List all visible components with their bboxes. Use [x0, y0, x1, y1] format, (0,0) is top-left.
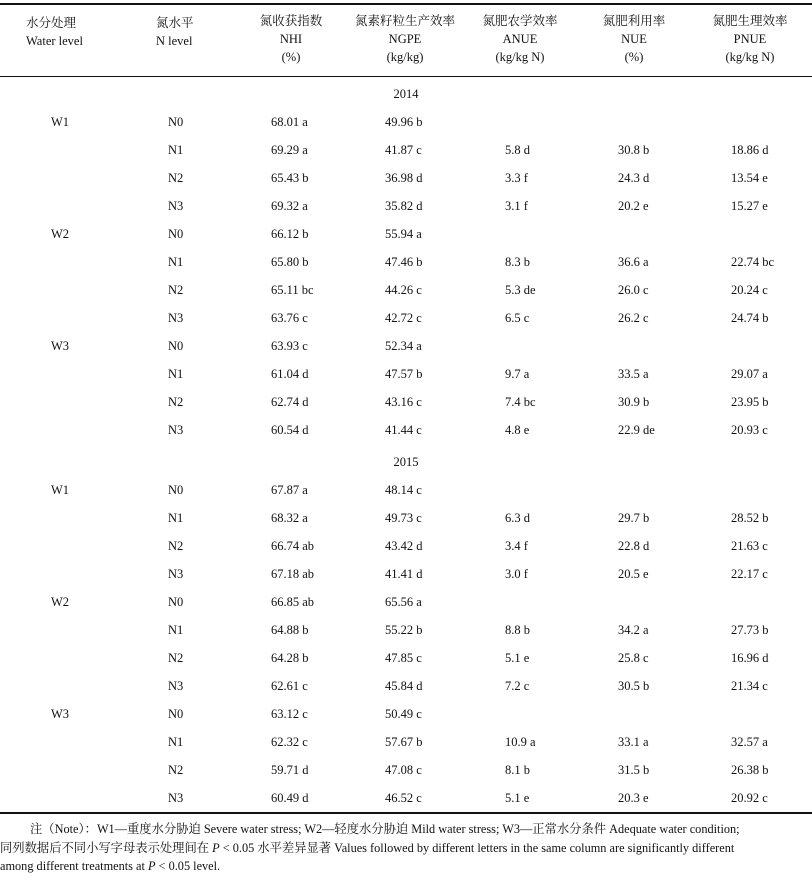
cell-ngpe: 35.82 d [385, 199, 423, 213]
header-nue-abbr: NUE [621, 32, 647, 46]
cell-nhi: 68.32 a [271, 511, 308, 525]
cell-nhi: 63.76 c [271, 311, 308, 325]
cell-nhi: 66.85 ab [271, 595, 315, 609]
table-bottom-rule [0, 812, 812, 814]
cell-pnue: 22.17 c [731, 567, 768, 581]
cell-n-level: N0 [168, 227, 184, 241]
header-pnue-cn: 氮肥生理效率 [712, 14, 788, 28]
cell-n-level: N1 [168, 143, 184, 157]
cell-n-level: N2 [168, 283, 184, 297]
cell-pnue: 28.52 b [731, 511, 769, 525]
cell-water-level: W1 [51, 483, 70, 497]
cell-n-level: N1 [168, 255, 184, 269]
header-anue-unit: (kg/kg N) [495, 50, 545, 64]
cell-n-level: N1 [168, 623, 184, 637]
cell-pnue: 21.34 c [731, 679, 768, 693]
header-nhi-abbr: NHI [279, 32, 303, 46]
header-ngpe-unit: (kg/kg) [386, 50, 424, 64]
cell-nhi: 66.74 ab [271, 539, 315, 553]
header-pnue [712, 12, 787, 66]
cell-nue: 34.2 a [618, 623, 649, 637]
cell-anue: 6.3 d [505, 511, 530, 525]
cell-pnue: 32.57 a [731, 735, 768, 749]
cell-ngpe: 47.46 b [385, 255, 423, 269]
header-water-cn: 水分处理 [26, 16, 77, 30]
year-label-2015: 2015 [393, 455, 419, 469]
cell-pnue: 23.95 b [731, 395, 769, 409]
cell-nue: 20.5 e [618, 567, 649, 581]
header-water-level [26, 14, 83, 50]
cell-nhi: 65.11 bc [271, 283, 314, 297]
cell-ngpe: 49.96 b [385, 115, 423, 129]
cell-ngpe: 43.16 c [385, 395, 422, 409]
note-p-symbol-1: P [212, 840, 220, 855]
cell-n-level: N1 [168, 735, 184, 749]
cell-ngpe: 47.85 c [385, 651, 422, 665]
cell-pnue: 21.63 c [731, 539, 768, 553]
cell-anue: 6.5 c [505, 311, 530, 325]
header-pnue-abbr: PNUE [733, 32, 767, 46]
cell-anue: 5.1 e [505, 651, 530, 665]
cell-nue: 33.5 a [618, 367, 649, 381]
cell-n-level: N0 [168, 339, 184, 353]
cell-n-level: N1 [168, 367, 184, 381]
cell-ngpe: 43.42 d [385, 539, 423, 553]
header-bottom-rule [0, 76, 812, 77]
cell-nhi: 64.28 b [271, 651, 309, 665]
cell-nue: 24.3 d [618, 171, 650, 185]
cell-nue: 30.5 b [618, 679, 650, 693]
header-anue-cn: 氮肥农学效率 [482, 14, 558, 28]
cell-n-level: N3 [168, 199, 184, 213]
note-line-3-pre: among different treatments at [0, 859, 148, 873]
note-line-3 [0, 857, 812, 876]
cell-water-level: W3 [51, 707, 70, 721]
cell-pnue: 16.96 d [731, 651, 769, 665]
cell-nhi: 66.12 b [271, 227, 309, 241]
cell-water-level: W2 [51, 227, 70, 241]
cell-anue: 3.1 f [505, 199, 528, 213]
header-nlevel-en: N level [156, 34, 193, 48]
header-ngpe-cn: 氮素籽粒生产效率 [354, 14, 456, 28]
cell-anue: 5.3 de [505, 283, 536, 297]
cell-n-level: N2 [168, 395, 184, 409]
header-nhi-cn: 氮收获指数 [259, 14, 323, 28]
cell-nhi: 69.29 a [271, 143, 308, 157]
cell-nhi: 67.18 ab [271, 567, 315, 581]
cell-ngpe: 36.98 d [385, 171, 423, 185]
cell-pnue: 20.92 c [731, 791, 768, 805]
header-anue [482, 12, 557, 66]
cell-ngpe: 46.52 c [385, 791, 422, 805]
cell-n-level: N0 [168, 595, 184, 609]
cell-nue: 22.8 d [618, 539, 650, 553]
cell-ngpe: 41.87 c [385, 143, 422, 157]
cell-pnue: 20.93 c [731, 423, 768, 437]
cell-anue: 3.4 f [505, 539, 528, 553]
cell-ngpe: 41.44 c [385, 423, 422, 437]
cell-nhi: 61.04 d [271, 367, 309, 381]
cell-nue: 30.9 b [618, 395, 650, 409]
header-nhi-unit: (%) [281, 50, 301, 64]
cell-anue: 8.3 b [505, 255, 530, 269]
table-top-rule [0, 3, 812, 5]
cell-nhi: 63.93 c [271, 339, 308, 353]
cell-pnue: 20.24 c [731, 283, 768, 297]
cell-nhi: 62.61 c [271, 679, 308, 693]
header-ngpe [355, 12, 455, 66]
cell-n-level: N0 [168, 115, 184, 129]
cell-nhi: 62.74 d [271, 395, 309, 409]
cell-n-level: N3 [168, 423, 184, 437]
header-nue-unit: (%) [624, 50, 644, 64]
cell-n-level: N3 [168, 679, 184, 693]
note-p-symbol-2: P [147, 859, 156, 873]
table-note [0, 820, 812, 876]
cell-ngpe: 55.94 a [385, 227, 422, 241]
cell-anue: 5.8 d [505, 143, 530, 157]
header-anue-abbr: ANUE [502, 32, 538, 46]
cell-ngpe: 50.49 c [385, 707, 422, 721]
cell-anue: 5.1 e [505, 791, 530, 805]
header-nhi [260, 12, 323, 66]
cell-nue: 31.5 b [618, 763, 650, 777]
cell-nhi: 65.43 b [271, 171, 309, 185]
cell-n-level: N2 [168, 171, 184, 185]
cell-pnue: 13.54 e [731, 171, 768, 185]
cell-water-level: W2 [51, 595, 70, 609]
cell-anue: 7.2 c [505, 679, 530, 693]
cell-nue: 30.8 b [618, 143, 650, 157]
cell-ngpe: 41.41 d [385, 567, 423, 581]
cell-nhi: 63.12 c [271, 707, 308, 721]
cell-nue: 22.9 de [618, 423, 655, 437]
cell-nhi: 65.80 b [271, 255, 309, 269]
cell-anue: 8.1 b [505, 763, 530, 777]
cell-anue: 8.8 b [505, 623, 530, 637]
cell-ngpe: 55.22 b [385, 623, 423, 637]
cell-water-level: W3 [51, 339, 70, 353]
cell-nhi: 59.71 d [271, 763, 309, 777]
cell-nhi: 60.49 d [271, 791, 309, 805]
cell-anue: 4.8 e [505, 423, 530, 437]
cell-n-level: N3 [168, 567, 184, 581]
header-nlevel-cn: 氮水平 [156, 16, 194, 30]
cell-nhi: 67.87 a [271, 483, 308, 497]
cell-pnue: 26.38 b [731, 763, 769, 777]
cell-anue: 7.4 bc [505, 395, 536, 409]
cell-n-level: N2 [168, 651, 184, 665]
cell-pnue: 18.86 d [731, 143, 769, 157]
cell-anue: 3.3 f [505, 171, 528, 185]
cell-nhi: 64.88 b [271, 623, 309, 637]
cell-anue: 3.0 f [505, 567, 528, 581]
cell-ngpe: 52.34 a [385, 339, 422, 353]
header-nue-cn: 氮肥利用率 [602, 14, 666, 28]
cell-ngpe: 45.84 d [385, 679, 423, 693]
cell-nue: 36.6 a [618, 255, 649, 269]
cell-n-level: N2 [168, 539, 184, 553]
cell-pnue: 24.74 b [731, 311, 769, 325]
cell-pnue: 15.27 e [731, 199, 768, 213]
cell-n-level: N2 [168, 763, 184, 777]
cell-nue: 25.8 c [618, 651, 649, 665]
header-ngpe-abbr: NGPE [388, 32, 422, 46]
cell-ngpe: 65.56 a [385, 595, 422, 609]
note-line-3-post: < 0.05 level. [155, 859, 221, 873]
note-line-2-mid: < 0.05 水平差异显著 Values followed by different letters in the same column are significantly different [219, 840, 735, 855]
cell-nhi: 62.32 c [271, 735, 308, 749]
cell-ngpe: 49.73 c [385, 511, 422, 525]
header-pnue-unit: (kg/kg N) [725, 50, 775, 64]
cell-water-level: W1 [51, 115, 70, 129]
cell-pnue: 29.07 a [731, 367, 768, 381]
cell-nhi: 69.32 a [271, 199, 308, 213]
note-line-1 [0, 820, 812, 839]
cell-ngpe: 57.67 b [385, 735, 423, 749]
header-n-level [156, 14, 194, 50]
cell-anue: 9.7 a [505, 367, 530, 381]
note-line-2 [0, 839, 812, 858]
cell-ngpe: 42.72 c [385, 311, 422, 325]
cell-ngpe: 47.57 b [385, 367, 423, 381]
cell-n-level: N0 [168, 707, 184, 721]
cell-ngpe: 47.08 c [385, 763, 422, 777]
cell-n-level: N3 [168, 791, 184, 805]
cell-nue: 26.0 c [618, 283, 649, 297]
cell-nue: 20.2 e [618, 199, 649, 213]
note-line-2-pre: 同列数据后不同小写字母表示处理间在 [0, 840, 213, 855]
cell-pnue: 22.74 bc [731, 255, 775, 269]
cell-nhi: 68.01 a [271, 115, 308, 129]
cell-nue: 29.7 b [618, 511, 650, 525]
cell-pnue: 27.73 b [731, 623, 769, 637]
header-water-en: Water level [26, 34, 83, 48]
year-label-2014: 2014 [393, 87, 419, 101]
cell-n-level: N1 [168, 511, 184, 525]
cell-anue: 10.9 a [505, 735, 536, 749]
header-nue [603, 12, 666, 66]
cell-ngpe: 44.26 c [385, 283, 422, 297]
cell-ngpe: 48.14 c [385, 483, 422, 497]
cell-nhi: 60.54 d [271, 423, 309, 437]
cell-n-level: N0 [168, 483, 184, 497]
note-line-1-text: 注（Note）：W1—重度水分胁迫 Severe water stress; W2—轻度水分胁迫 Mild water stress; W3—正常水分条件 Adequate water condition; [30, 822, 740, 836]
cell-nue: 20.3 e [618, 791, 649, 805]
cell-nue: 33.1 a [618, 735, 649, 749]
cell-nue: 26.2 c [618, 311, 649, 325]
cell-n-level: N3 [168, 311, 184, 325]
